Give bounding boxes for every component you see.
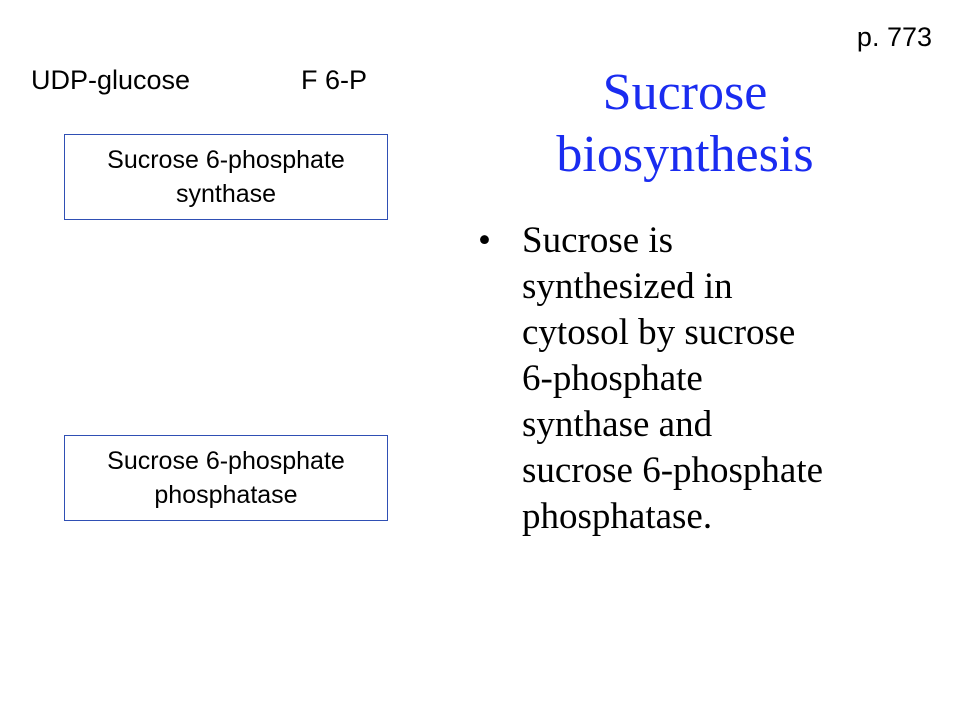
slide-title-line2: biosynthesis: [556, 126, 814, 183]
bullet-dot: •: [478, 220, 491, 261]
bullet-item: [478, 218, 908, 540]
enzyme-box-line1: Sucrose 6-phosphate: [107, 146, 345, 174]
enzyme-box-line1: Sucrose 6-phosphate: [107, 447, 345, 475]
substrate-udp-glucose: UDP-glucose: [31, 65, 191, 95]
substrate-f6p: F 6-P: [301, 65, 368, 95]
enzyme-box-line2: phosphatase: [154, 481, 298, 509]
slide-title-line1: Sucrose: [602, 64, 768, 121]
page-number: p. 773: [856, 22, 932, 52]
enzyme-box-line2: synthase: [175, 180, 277, 208]
slide-title: [495, 62, 875, 186]
enzyme-box-phosphatase: [64, 435, 388, 521]
bullet-text: Sucrose is synthesized in cytosol by sucrose 6-phosphate synthase and sucrose 6-phosphate phosphatase.: [522, 220, 824, 537]
enzyme-box-synthase: [64, 134, 388, 220]
